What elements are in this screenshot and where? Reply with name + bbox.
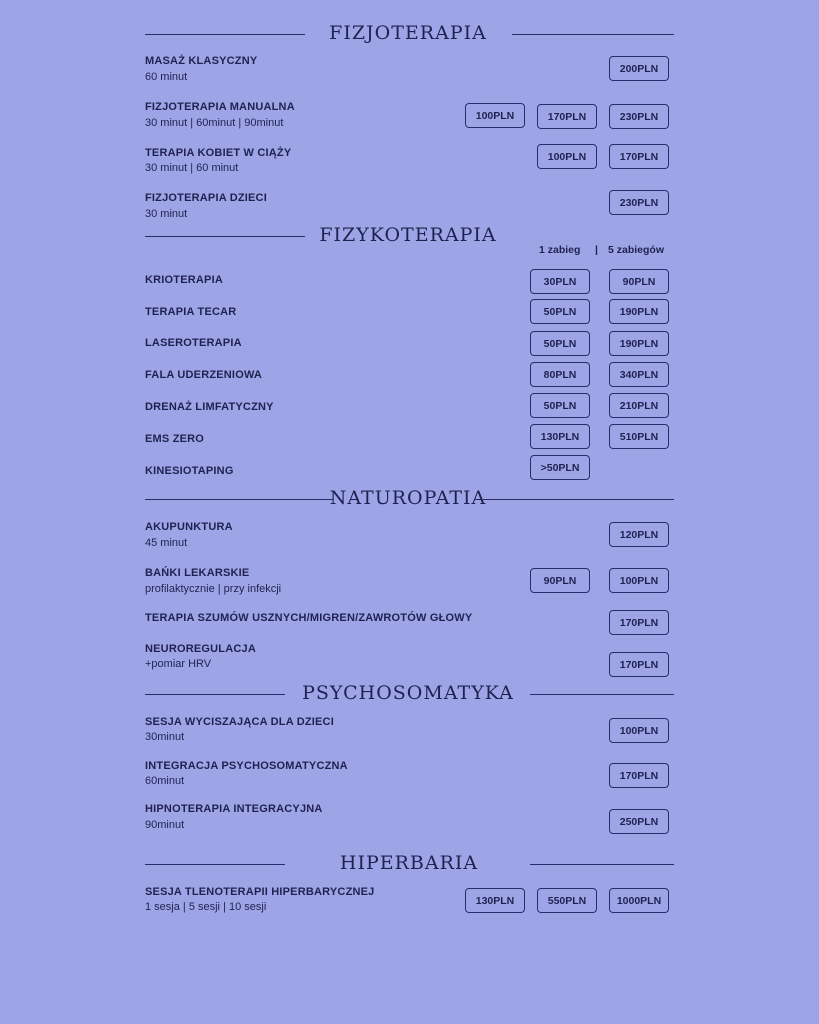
price-badge: 230PLN [609,190,669,215]
service-duration: 45 minut [145,537,188,549]
service-duration: +pomiar HRV [145,658,212,670]
service-name: MASAŻ KLASYCZNY [145,55,258,67]
price-badge: 100PLN [537,144,597,169]
price-badge: 340PLN [609,362,669,387]
service-duration: 30 minut [145,208,188,220]
service-duration: 1 sesja | 5 sesji | 10 sesji [145,901,267,913]
section-divider-left [145,499,333,500]
column-header-separator: | [595,244,598,256]
service-name: INTEGRACJA PSYCHOSOMATYCZNA [145,760,348,772]
price-badge: 250PLN [609,809,669,834]
section-divider-right [483,499,674,500]
service-name: KRIOTERAPIA [145,274,223,286]
price-badge: 230PLN [609,104,669,129]
service-name: KINESIOTAPING [145,465,234,477]
service-name: AKUPUNKTURA [145,521,233,533]
section-title-psychosomatyka: PSYCHOSOMATYKA [302,682,514,704]
price-badge: 190PLN [609,299,669,324]
price-badge: 50PLN [530,299,590,324]
service-name: LASEROTERAPIA [145,337,242,349]
price-badge: 90PLN [530,568,590,593]
price-badge: 80PLN [530,362,590,387]
section-title-naturopatia: NATUROPATIA [329,487,487,509]
service-name: FIZJOTERAPIA DZIECI [145,192,267,204]
service-name: SESJA TLENOTERAPII HIPERBARYCZNEJ [145,886,375,898]
price-badge: 510PLN [609,424,669,449]
service-name: EMS ZERO [145,433,205,445]
section-title-hiperbaria: HIPERBARIA [339,852,479,874]
section-divider-left [145,34,305,35]
price-badge: 170PLN [609,610,669,635]
price-badge: 50PLN [530,393,590,418]
service-duration: 30minut [145,731,185,743]
service-name: HIPNOTERAPIA INTEGRACYJNA [145,803,323,815]
section-title-fizykoterapia: FIZYKOTERAPIA [319,224,497,246]
price-badge: 1000PLN [609,888,669,913]
price-badge: 170PLN [609,144,669,169]
price-badge: 100PLN [609,718,669,743]
price-badge: 190PLN [609,331,669,356]
service-name: NEUROREGULACJA [145,643,256,655]
price-badge: 130PLN [465,888,525,913]
service-duration: 60 minut [145,71,188,83]
price-badge: 170PLN [609,763,669,788]
service-name: TERAPIA KOBIET W CIĄŻY [145,147,292,159]
service-name: SESJA WYCISZAJĄCA DLA DZIECI [145,716,334,728]
price-badge: 100PLN [609,568,669,593]
service-name: TERAPIA SZUMÓW USZNYCH/MIGREN/ZAWROTÓW GŁOWY [145,612,473,624]
section-divider-right [512,34,674,35]
section-divider-left [145,864,285,865]
price-badge: 170PLN [537,104,597,129]
service-name: TERAPIA TECAR [145,306,237,318]
service-name: FALA UDERZENIOWA [145,369,263,381]
service-duration: 30 minut | 60 minut [145,162,239,174]
service-name: FIZJOTERAPIA MANUALNA [145,101,295,113]
price-badge: 30PLN [530,269,590,294]
column-header-single: 1 zabieg [539,244,581,256]
price-badge: 170PLN [609,652,669,677]
section-title-fizjoterapia: FIZJOTERAPIA [329,22,487,44]
service-name: BAŃKI LEKARSKIE [145,567,250,579]
price-badge: 550PLN [537,888,597,913]
price-badge: 50PLN [530,331,590,356]
service-duration: 30 minut | 60minut | 90minut [145,117,284,129]
price-badge: >50PLN [530,455,590,480]
price-badge: 130PLN [530,424,590,449]
service-duration: profilaktycznie | przy infekcji [145,583,282,595]
section-divider-right [530,864,674,865]
section-divider-left [145,236,305,237]
service-duration: 90minut [145,819,185,831]
column-header-five: 5 zabiegów [608,244,665,256]
service-duration: 60minut [145,775,185,787]
price-badge: 200PLN [609,56,669,81]
price-badge: 120PLN [609,522,669,547]
price-badge: 210PLN [609,393,669,418]
service-name: DRENAŻ LIMFATYCZNY [145,401,274,413]
section-divider-right [530,694,674,695]
price-badge: 90PLN [609,269,669,294]
section-divider-left [145,694,285,695]
price-badge: 100PLN [465,103,525,128]
